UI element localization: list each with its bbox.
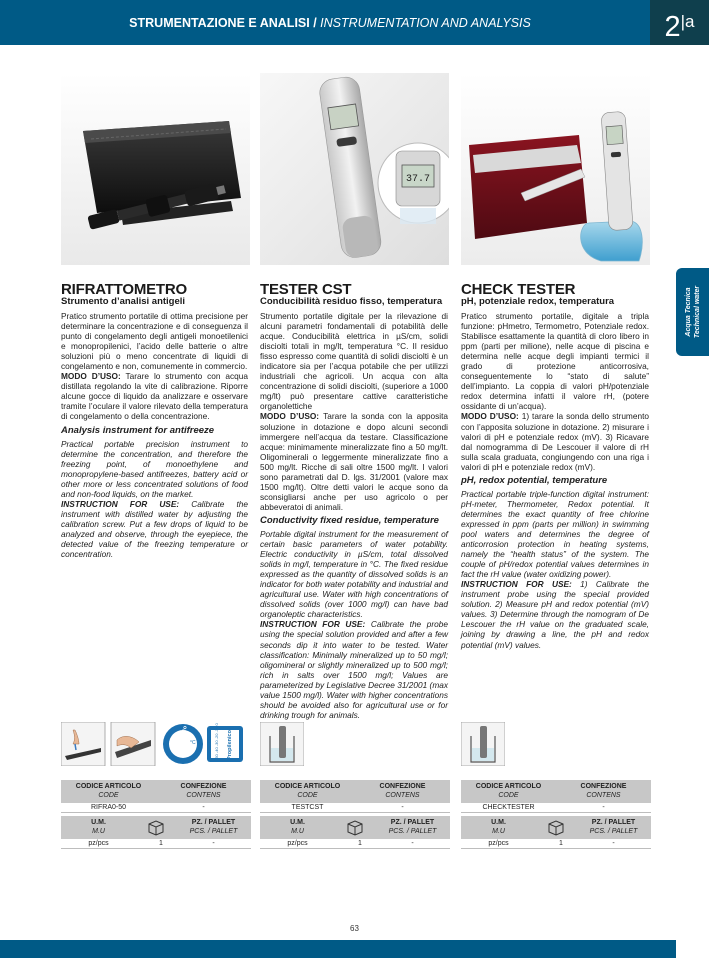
pallet-quantity: -: [411, 840, 414, 847]
ethylene-label: Etilenico: [175, 725, 189, 749]
footer-bar: [0, 940, 676, 958]
product-description: [61, 311, 248, 559]
code-table-row: [260, 803, 450, 813]
check-tester-photo: [461, 73, 650, 265]
usage-icons: [260, 722, 304, 766]
use-text-en: 1) Calibrate the instrument probe using the special provided solution. 2) Measure pH and redox potential (mV) values. 3) Determine through the nomogram of De Lescouer the rH value on the graduated scale, joining by drawing a line, the pH and redox potential (mV) values.: [461, 579, 650, 650]
propylene-label: Propilenico: [227, 730, 233, 760]
description-it: Strumento portatile digitale per la rilevazione di alcuni parametri fondamentali di potabilità delle acque. Conducibilità elettrica in µS/cm, solidi disciolti totali in mg/lt, temperatura °C. Il residuo fisso espresso come quantità di solidi disciolti è un indicatore sia per l’acqua potabile che per utilizzi industriali che agricoli. Un acqua con alta concentrazione di solidi disciolti, (superiore a 1000 mg/lt) può presentare cattive caratteristiche organolettiche: [260, 311, 448, 412]
quantity: 1: [358, 840, 362, 847]
section-number: 2: [664, 11, 681, 43]
article-code: TESTCST: [291, 804, 324, 811]
section-superscript: a: [685, 12, 695, 31]
section-number-badge: $2^{|a}$: [650, 0, 709, 45]
unit-of-measure: pz/pcs: [88, 840, 109, 847]
box-icon: [147, 819, 165, 836]
product-subtitle: pH, potenziale redox, temperatura: [461, 296, 615, 307]
pallet-table-header: U.M. M.U PZ. / PALLET PCS. / PALLET: [461, 816, 651, 839]
side-tab-label: Acqua Tecnica Technical water: [684, 285, 701, 339]
pallet-table-row: [61, 839, 251, 849]
product-code-table: [461, 780, 651, 813]
product-subtitle: Strumento d’analisi antigeli: [61, 296, 186, 307]
code-table-row: [461, 803, 651, 813]
pallet-quantity: -: [212, 840, 215, 847]
use-text-it: Tarare la sonda con la apposita soluzione in dotazione e dopo alcuni secondi immergere nell’acqua da testare. Classificazione acque: minimamente mineralizzate fino a 50 mg/lt. Oligominerali o leggermente mineralizzate fino a 500 mg/lt. Ricche di sali oltre 1500 mg/lt. I valori sono parametrati dal D. lgs. 31/2001 (valore max 1500 mg/lt). Oltre detti valori le acque sono da sconsigliarsi anche per uso agricolo o per abbeveratoi di animali.: [260, 411, 449, 512]
header-title: [0, 0, 660, 45]
pack-value: -: [202, 804, 205, 811]
product-description: [461, 311, 649, 650]
quantity: 1: [159, 840, 163, 847]
refractometer-image: [61, 73, 250, 265]
product-subtitle: Conducibilità residuo fisso, temperatura: [260, 296, 443, 307]
use-label-it: MODO D’USO:: [461, 411, 519, 422]
english-heading: Analysis instrument for antifreeze: [61, 424, 215, 436]
use-label-en: INSTRUCTION FOR USE:: [461, 579, 572, 590]
header-bar: [0, 0, 709, 45]
tester-screen-value: 37.7: [405, 174, 431, 185]
usage-icons: [461, 722, 505, 766]
use-label-en: INSTRUCTION FOR USE:: [260, 619, 366, 630]
use-label-it: MODO D’USO:: [61, 371, 121, 382]
pallet-table-header: U.M. M.U PZ. / PALLET PCS. / PALLET: [61, 816, 251, 839]
unit-of-measure: pz/pcs: [287, 840, 308, 847]
product-title: TESTER CST: [260, 281, 352, 298]
unit-of-measure: pz/pcs: [488, 840, 509, 847]
check-tester-image: [461, 73, 650, 265]
beaker-probe-icon: [260, 722, 304, 766]
pallet-table-row: [461, 839, 651, 849]
article-code: CHECKTESTER: [482, 804, 535, 811]
code-table-row: [61, 803, 251, 813]
product-description: [260, 311, 448, 720]
pallet-table: [260, 816, 450, 849]
tester-cst-image: [260, 73, 449, 265]
article-code: RIFRA0-50: [90, 804, 126, 811]
usage-icons: [61, 722, 251, 766]
english-heading: Conductivity fixed residue, temperature: [260, 514, 439, 526]
quantity: 1: [559, 840, 563, 847]
use-text-it: 1) tarare la sonda dello strumento con l’apposita soluzione in dotazione. 2) misurare i valori di pH e potenziale redox (mV). 3) Ricavare dal nomogramma di De Lescouer il valore di rH sulla scala graduata, congiungendo con una riga i valori di pH e potenziale redox (mV).: [461, 411, 649, 472]
pallet-table: [61, 816, 251, 849]
usage-pictograms: [61, 722, 251, 766]
side-tab-technical-water: [676, 268, 709, 356]
product-title: CHECK TESTER: [461, 281, 576, 298]
pack-value: -: [602, 804, 605, 811]
code-table-header: CODICE ARTICOLO CODE CONFEZIONE CONTENS: [461, 780, 651, 803]
unit-label: °C: [190, 740, 196, 746]
product-code-table: [260, 780, 450, 813]
use-label-en: INSTRUCTION FOR USE:: [61, 498, 180, 509]
beaker-probe-icon: [461, 722, 505, 766]
description-en: Practical portable triple-function digital instrument: pH-meter, Thermometer, Redox potential. It determines the exact quantity of free chlorine expressed in ppm (parts per million) in swimming pool waters and determines the degree of anticorrosion protection in heating systems, namely the “health status” of the system. The couple of pH/redox potential values determines in fact the rH value (water oxidizing power).: [461, 488, 649, 580]
description-en: Practical portable precision instrument to determine the concentration, and therefore the freezing point, of monoethylene and monopropylene-based antifreezes, battery acid or other more or less concentrated solutions of food and non-food liquids, on the market.: [61, 438, 248, 499]
product-code-table: [61, 780, 251, 813]
refractometer-photo: [61, 73, 250, 265]
page-number: 63: [350, 924, 359, 933]
use-text-en: Calibrate the probe using the special solution provided and after a few seconds dip it into water to be tested. Water classification: Minimally mineralized up to 50 mg/l; oligomineral or slightly mineralized up to 500 mg/l; rich in salts over 1500 mg/l; Values are parameterized by Legislative Decree 31/2001 (max value 1500 mg/l). Water with higher concentrations should be avoided also for agricultural use or for drinking trough for animals.: [260, 619, 448, 720]
pallet-table-row: [260, 839, 450, 849]
use-text-en: Calibrate the instrument with distilled water by adjusting the calibration screw. Put a few drops of liquid to be analyzed and observe, through the eyepiece, the detected value of the freezing temperature or concentration.: [61, 498, 248, 560]
description-it: Pratico strumento portatile, digitale a tripla funzione: pHmetro, Termometro, Potenziale redox. Stabilisce esattamente la quantità di cloro libero in ppm (parti per milione), nelle acque di piscina e determina nelle acque degli impianti termici il grado di protezione anticorrosiva, conseguentemente lo “stato di salute” dell’impianto. La coppia di valori pH/potenziale redox determina infatti il valore rH, (potere ossidante di un’acqua).: [461, 311, 649, 412]
product-title: RIFRATTOMETRO: [61, 281, 187, 298]
tester-cst-photo: [260, 73, 449, 265]
use-label-it: MODO D’USO:: [260, 411, 320, 422]
code-table-header: CODICE ARTICOLO CODE CONFEZIONE CONTENS: [260, 780, 450, 803]
english-heading: pH, redox potential, temperature: [461, 474, 608, 486]
pack-value: -: [401, 804, 404, 811]
description-en: Portable digital instrument for the measurement of certain basic parameters of water potability. Electric conductivity in µS/cm, total dissolved solids in mg/l, temperature in °C. The fixed residue expressed as the quantity of dissolved solids is an indicator for both water potability and industrial and agricultural use. Water with high concentrations of dissolved solids (over 1000 mg/l) can have bad organoleptic characteristics.: [260, 528, 448, 620]
box-icon: [346, 819, 364, 836]
pallet-table-header: U.M. M.U PZ. / PALLET PCS. / PALLET: [260, 816, 450, 839]
scale-label: -50 -40 -30 -20 -10 0: [214, 723, 219, 760]
description-it: Pratico strumento portatile di ottima precisione per determinare la concentrazione e di conseguenza il punto di congelamento degli antigeli monoetilenici e monopropilenici, l’acido delle batterie o altre soluzioni più o meno concentrate di liquidi di congelamento e non, comunemente in commercio.: [61, 311, 248, 372]
pallet-quantity: -: [612, 840, 615, 847]
use-text-it: Tarare lo strumento con acqua distillata regolando la vite di calibrazione. Riporre alcune gocce di liquido da analizzare e osservare tramite l’oculare il valore rilevato della temperatura di congelamento o della concentrazione.: [61, 371, 248, 422]
pallet-table: [461, 816, 651, 849]
code-table-header: CODICE ARTICOLO CODE CONFEZIONE CONTENS: [61, 780, 251, 803]
header-title-it: STRUMENTAZIONE E ANALISI /: [129, 16, 317, 30]
header-title-en: INSTRUMENTATION AND ANALYSIS: [316, 16, 531, 30]
box-icon: [547, 819, 565, 836]
